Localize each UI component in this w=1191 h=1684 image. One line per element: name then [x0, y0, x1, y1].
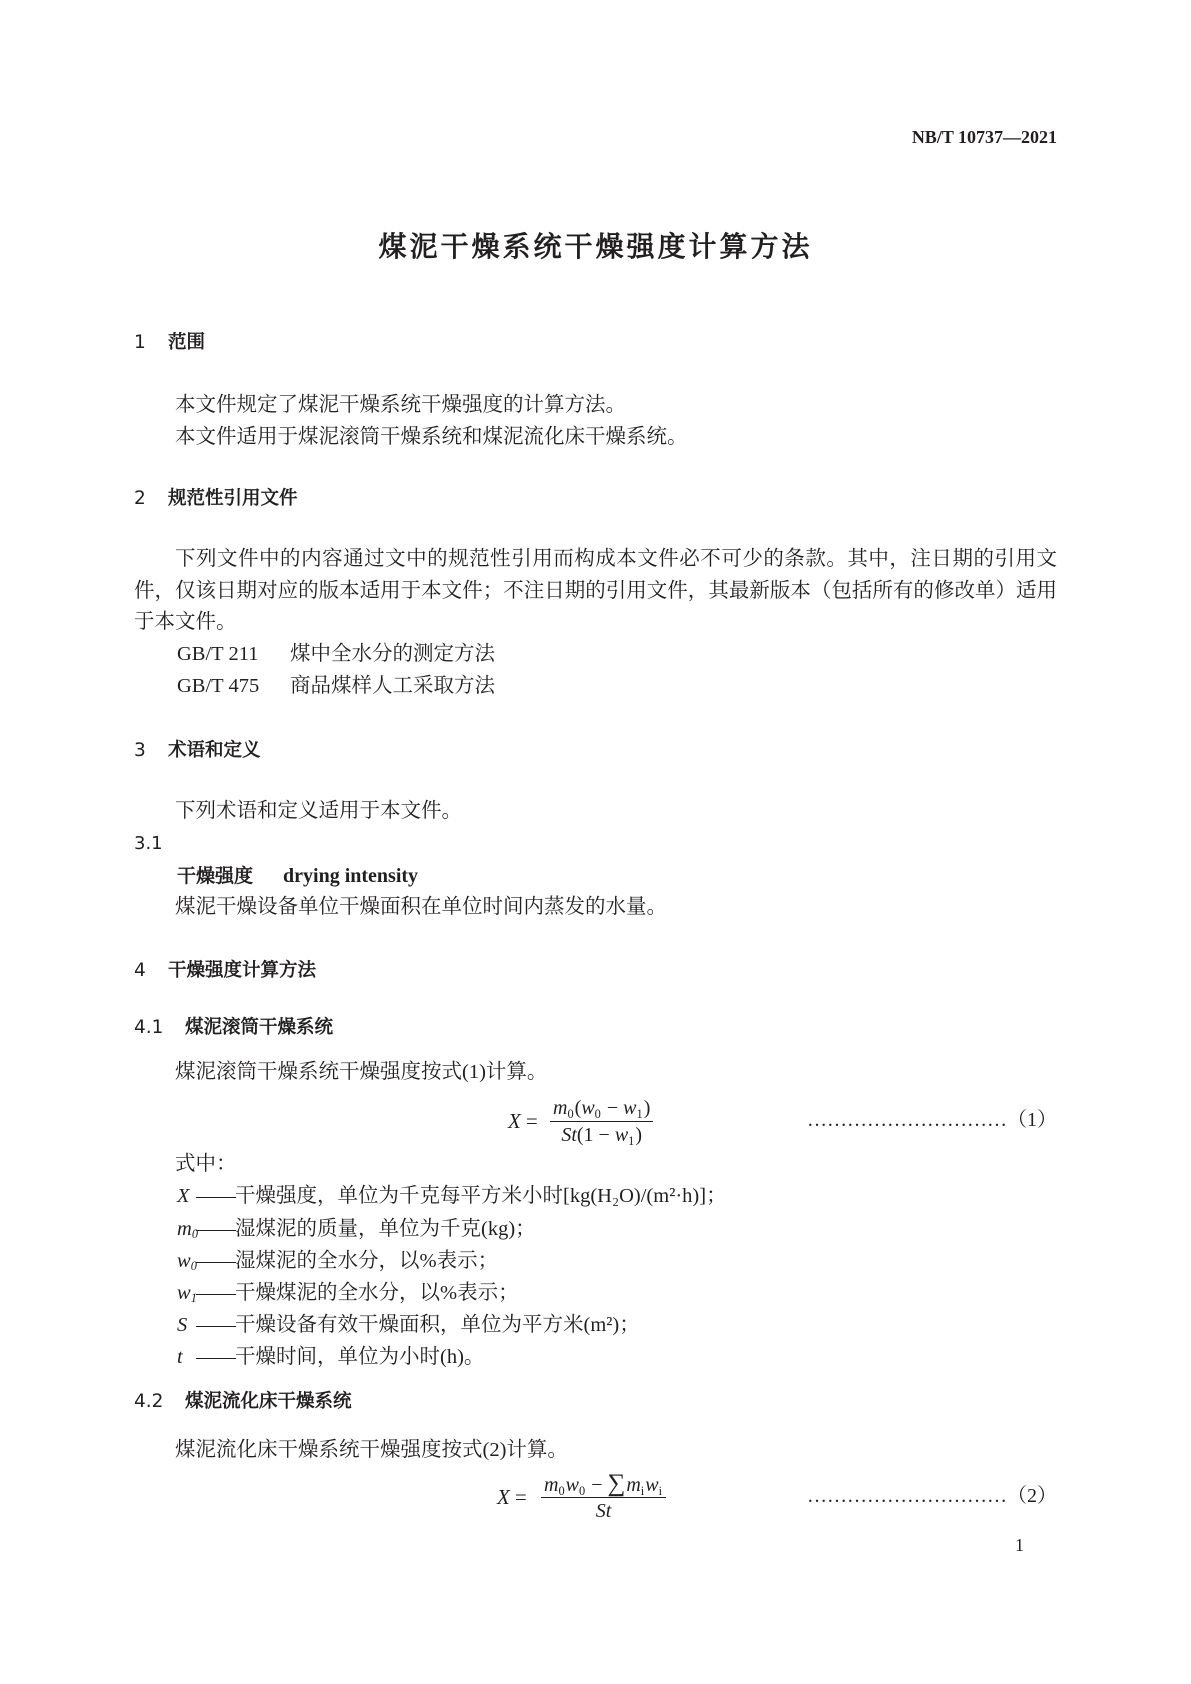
symbol-subscript: 0: [190, 1258, 197, 1273]
section-number: 4: [134, 960, 146, 981]
section-heading-calculation: [134, 959, 316, 983]
variable-description: 干燥强度，单位为千克每平方米小时[kg(H₂O)/(m²·h)]；: [235, 1185, 727, 1208]
section-heading-terms: [134, 739, 261, 763]
paragraph: 下列文件中的内容通过文中的规范性引用而构成本文件必不可少的条款。其中，注日期的引用文件，仅该日期对应的版本适用于本文件；不注日期的引用文件，其最新版本（包括所有的修改单）适用于本文件。: [134, 548, 1057, 634]
variable-row: [177, 1309, 1057, 1341]
formula2-numerator: [541, 1471, 666, 1497]
reference-title: 商品煤样人工采取方法: [290, 674, 495, 697]
formula-operator: =: [514, 1485, 527, 1509]
formula-subscript: 0: [558, 1484, 565, 1499]
variable-description: 湿煤泥的全水分，以%表示；: [235, 1249, 499, 1272]
symbol-base: X: [177, 1185, 190, 1208]
term-english: drying intensity: [283, 865, 419, 888]
terms-intro: [134, 796, 1057, 828]
dash: ——: [196, 1346, 235, 1369]
term-number: 3.1: [134, 833, 163, 854]
dash: ——: [196, 1281, 235, 1304]
formula1-intro: [134, 1057, 1057, 1089]
term-chinese: 干燥强度: [177, 865, 254, 888]
variable-row: [177, 1180, 1057, 1212]
formula2-intro: [134, 1435, 1057, 1467]
section-title: 范围: [168, 332, 206, 353]
formula1-fraction: [550, 1095, 653, 1148]
references-intro: [134, 544, 1057, 639]
section-title: 术语和定义: [168, 740, 261, 761]
variable-row: [177, 1245, 1057, 1277]
formula-operator: ): [635, 1124, 643, 1146]
formula-operator: −: [598, 1124, 610, 1146]
formula-subscript: 1: [628, 1134, 635, 1149]
formula1-numerator: [550, 1095, 653, 1121]
variable-description: 湿煤泥的质量，单位为千克(kg)；: [235, 1217, 536, 1240]
reference-item: [177, 671, 1057, 703]
variable-symbol: [177, 1245, 196, 1277]
paragraph: 本文件规定了煤泥干燥系统干燥强度的计算方法。: [175, 394, 626, 417]
variable-symbol: [177, 1213, 196, 1245]
variable-row: [177, 1277, 1057, 1309]
formula-subscript: 1: [636, 1107, 643, 1122]
formula-subscript: i: [640, 1484, 645, 1499]
formula-subscript: 0: [594, 1107, 601, 1122]
reference-code: GB/T 211: [177, 643, 259, 666]
dash: ——: [196, 1314, 235, 1337]
section-heading-normative-references: [134, 487, 298, 511]
section-heading-scope: [134, 331, 205, 355]
formula1-number: [807, 1105, 1057, 1137]
variable-description: 干燥时间，单位为小时(h)。: [235, 1346, 485, 1369]
variable-symbol: [177, 1277, 196, 1309]
equation-label: （1）: [1007, 1109, 1057, 1132]
formula2-lhs: [497, 1482, 532, 1512]
formula-variable: w: [614, 1124, 629, 1146]
formula-variable: w: [565, 1474, 579, 1496]
formula2-denominator: [593, 1498, 615, 1524]
formula1-denominator: [558, 1122, 645, 1148]
reference-item: [177, 639, 1057, 671]
standard-number: NB/T 10737—2021: [911, 127, 1057, 147]
reference-code: GB/T 475: [177, 674, 260, 697]
paragraph: 煤泥流化床干燥系统干燥强度按式(2)计算。: [175, 1439, 568, 1462]
paragraph: 煤泥干燥设备单位干燥面积在单位时间内蒸发的水量。: [175, 896, 667, 919]
formula-subscript: 0: [567, 1107, 574, 1122]
dash: ——: [196, 1185, 235, 1208]
formula1-lhs: [508, 1106, 543, 1136]
formula-variable: w: [623, 1097, 637, 1119]
formula-subscript: i: [658, 1484, 663, 1499]
symbol-base: m: [177, 1217, 192, 1240]
leader-dots: …………………………: [807, 1485, 1007, 1508]
symbol-base: t: [177, 1346, 183, 1369]
paragraph: 煤泥滚筒干燥系统干燥强度按式(1)计算。: [175, 1061, 548, 1084]
formula-variable: m: [553, 1097, 568, 1119]
formula-variable: m: [626, 1474, 641, 1496]
reference-list: [177, 639, 1057, 702]
subsection-title: 煤泥流化床干燥系统: [185, 1391, 352, 1412]
formula-variable: m: [544, 1474, 559, 1496]
formula-operator: =: [525, 1109, 538, 1133]
term-entry: [177, 861, 418, 894]
subsection-number: 4.2: [134, 1391, 164, 1412]
formula-variable: X: [508, 1109, 521, 1133]
formula2-number: [807, 1481, 1057, 1513]
section-title: 规范性引用文件: [168, 488, 298, 509]
section-number: 1: [134, 332, 146, 353]
formula-operator: ): [643, 1097, 651, 1119]
variable-symbol: [177, 1309, 196, 1341]
formula-subscript: 0: [579, 1484, 586, 1499]
formula-variable: St: [561, 1124, 577, 1146]
formula-operator: (: [574, 1097, 582, 1119]
term-definition: [134, 892, 1057, 924]
symbol-subscript: 0: [191, 1226, 198, 1241]
reference-title: 煤中全水分的测定方法: [290, 643, 495, 666]
formula-operator: −: [591, 1474, 603, 1496]
page-number: 1: [1015, 1535, 1024, 1555]
equation-label: （2）: [1007, 1485, 1057, 1508]
subsection-number: 4.1: [134, 1017, 164, 1038]
formula-variable: X: [497, 1485, 510, 1509]
variable-description: 干燥设备有效干燥面积，单位为平方米(m²)；: [235, 1314, 640, 1337]
variable-list: [177, 1180, 1057, 1373]
where-label: 式中：: [175, 1153, 237, 1176]
section-number: 3: [134, 740, 146, 761]
dash: ——: [196, 1217, 235, 1240]
formula2-fraction: [541, 1471, 666, 1524]
formula-number: 1: [583, 1124, 594, 1146]
variable-symbol: [177, 1341, 196, 1373]
leader-dots: …………………………: [807, 1109, 1007, 1132]
scope-body: [134, 390, 1057, 453]
section-number: 2: [134, 488, 146, 509]
formula-variable: w: [581, 1097, 595, 1119]
variable-description: 干燥煤泥的全水分，以%表示；: [235, 1281, 519, 1304]
formula-operator: ∑: [607, 1470, 626, 1497]
section-title: 干燥强度计算方法: [168, 960, 317, 981]
variable-row: [177, 1213, 1057, 1245]
formula-operator: (: [576, 1124, 584, 1146]
variable-symbol: [177, 1180, 196, 1212]
dash: ——: [196, 1249, 235, 1272]
subsection-heading-fluidized-bed-dryer: [134, 1390, 352, 1414]
symbol-subscript: 1: [190, 1290, 197, 1305]
document-title: 煤泥干燥系统干燥强度计算方法: [378, 230, 813, 263]
symbol-base: S: [177, 1314, 188, 1337]
paragraph: 下列术语和定义适用于本文件。: [175, 800, 462, 823]
subsection-heading-drum-dryer: [134, 1016, 333, 1040]
symbol-base: w: [177, 1249, 191, 1272]
formula-operator: −: [606, 1097, 619, 1119]
variable-row: [177, 1341, 1057, 1373]
subsection-title: 煤泥滚筒干燥系统: [185, 1017, 334, 1038]
formula-variable: w: [645, 1474, 659, 1496]
formula-variable: St: [595, 1500, 612, 1522]
symbol-base: w: [177, 1281, 191, 1304]
paragraph: 本文件适用于煤泥滚筒干燥系统和煤泥流化床干燥系统。: [175, 425, 688, 448]
where-label-block: [134, 1149, 1057, 1181]
